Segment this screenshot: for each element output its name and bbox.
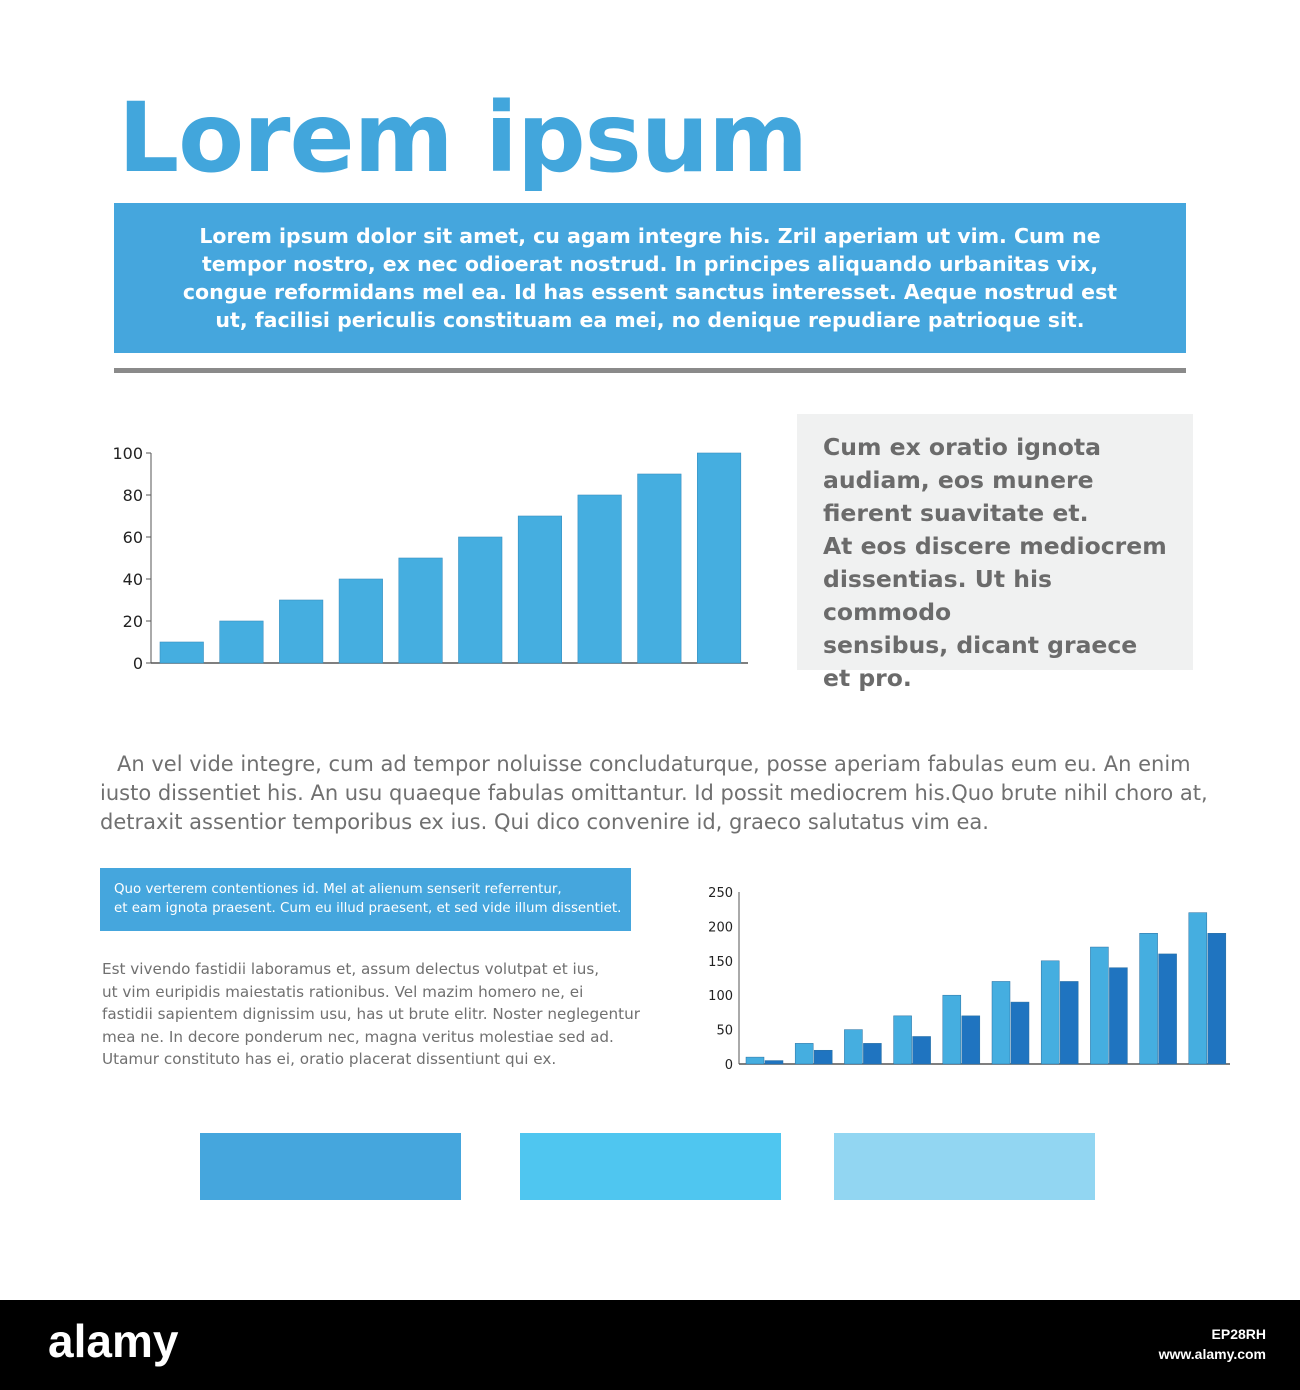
footer-id bbox=[1159, 1324, 1266, 1364]
bar bbox=[1060, 981, 1078, 1064]
note-banner bbox=[100, 868, 631, 931]
bar bbox=[638, 474, 682, 663]
bar bbox=[992, 981, 1010, 1064]
bar bbox=[399, 558, 443, 663]
bar bbox=[697, 453, 741, 663]
bar bbox=[795, 1043, 813, 1064]
y-tick-label: 60 bbox=[122, 528, 143, 547]
divider bbox=[114, 368, 1186, 373]
bar bbox=[943, 995, 961, 1064]
bar-chart-grouped bbox=[700, 880, 1240, 1080]
body-paragraph: An vel vide integre, cum ad tempor noluisse concludaturque, posse aperiam fabulas eum eu. An enim iusto dissentiet his. An usu quaeque fabulas omittantur. Id possit mediocrem his.Quo brute nihil choro at, detraxit assentior temporibus ex ius. Qui dico convenire id, graeco salutatus vim ea. bbox=[100, 752, 1208, 834]
y-tick-label: 80 bbox=[122, 486, 143, 505]
bar bbox=[1189, 913, 1207, 1064]
y-tick-label: 150 bbox=[708, 954, 733, 970]
y-tick-label: 200 bbox=[708, 920, 733, 936]
intro-banner bbox=[114, 203, 1186, 353]
bar bbox=[894, 1016, 912, 1064]
side-text-box bbox=[797, 414, 1193, 692]
bar bbox=[913, 1036, 931, 1064]
y-tick-label: 0 bbox=[724, 1058, 733, 1073]
side-text: Cum ex oratio ignota audiam, eos munere fierent suavitate et. At eos discere mediocrem dissentias. Ut his commodo sensibus, dicant graece et pro. bbox=[823, 433, 1167, 692]
y-tick-label: 100 bbox=[112, 444, 143, 463]
bar bbox=[1140, 933, 1158, 1064]
footer-logo: alamy bbox=[48, 1315, 179, 1367]
bar bbox=[459, 537, 503, 663]
bar bbox=[279, 600, 323, 663]
y-tick-label: 0 bbox=[132, 654, 143, 673]
color-swatch-3 bbox=[834, 1133, 1095, 1200]
page-title: Lorem ipsum bbox=[118, 82, 808, 194]
y-tick-label: 50 bbox=[716, 1023, 733, 1039]
bar bbox=[844, 1030, 862, 1064]
color-swatch-2 bbox=[520, 1133, 781, 1200]
bar bbox=[1041, 961, 1059, 1064]
site-url: www.alamy.com bbox=[1158, 1346, 1266, 1362]
image-id: EP28RH bbox=[1211, 1326, 1266, 1342]
y-tick-label: 20 bbox=[122, 612, 143, 631]
bar bbox=[765, 1061, 783, 1064]
bar bbox=[160, 642, 204, 663]
bar bbox=[1090, 947, 1108, 1064]
bar bbox=[339, 579, 383, 663]
y-tick-label: 250 bbox=[708, 886, 733, 901]
color-swatch-1 bbox=[200, 1133, 461, 1200]
small-paragraph: Est vivendo fastidii laboramus et, assum delectus volutpat et ius, ut vim euripidis maiestatis rationibus. Vel mazim homero ne, ei fastidii sapientem dignissim usu, has ut brute elitr. Noster neglegentur mea ne. In decore ponderum nec, magna veritus molestiae sed ad. Utamur constituto has ei, oratio placerat dissentiunt qui ex. bbox=[102, 960, 640, 1068]
bar bbox=[1159, 954, 1177, 1064]
note-text: Quo verterem contentiones id. Mel at alienum senserit referrentur, et eam ignota praesent. Cum eu illud praesent, et sed vide illum dissentiet. bbox=[114, 882, 622, 916]
bar bbox=[746, 1057, 764, 1064]
bar bbox=[814, 1050, 832, 1064]
bar bbox=[1109, 968, 1127, 1064]
bar bbox=[578, 495, 622, 663]
bar bbox=[863, 1043, 881, 1064]
intro-text: Lorem ipsum dolor sit amet, cu agam integre his. Zril aperiam ut vim. Cum ne tempor nostro, ex nec odioerat nostrud. In principes aliquando urbanitas vix, congue reformidans mel ea. Id has essent sanctus interesset. Aeque nostrud est ut, facilisi periculis constituam ea mei, no denique repudiare patrioque sit. bbox=[182, 224, 1118, 332]
footer-bar bbox=[0, 1300, 1300, 1390]
y-tick-label: 40 bbox=[122, 570, 143, 589]
bar bbox=[1011, 1002, 1029, 1064]
bar bbox=[220, 621, 264, 663]
bar-chart-main bbox=[100, 440, 760, 680]
y-tick-label: 100 bbox=[708, 989, 733, 1005]
bar bbox=[1208, 933, 1226, 1064]
bar bbox=[518, 516, 562, 663]
bar bbox=[962, 1016, 980, 1064]
